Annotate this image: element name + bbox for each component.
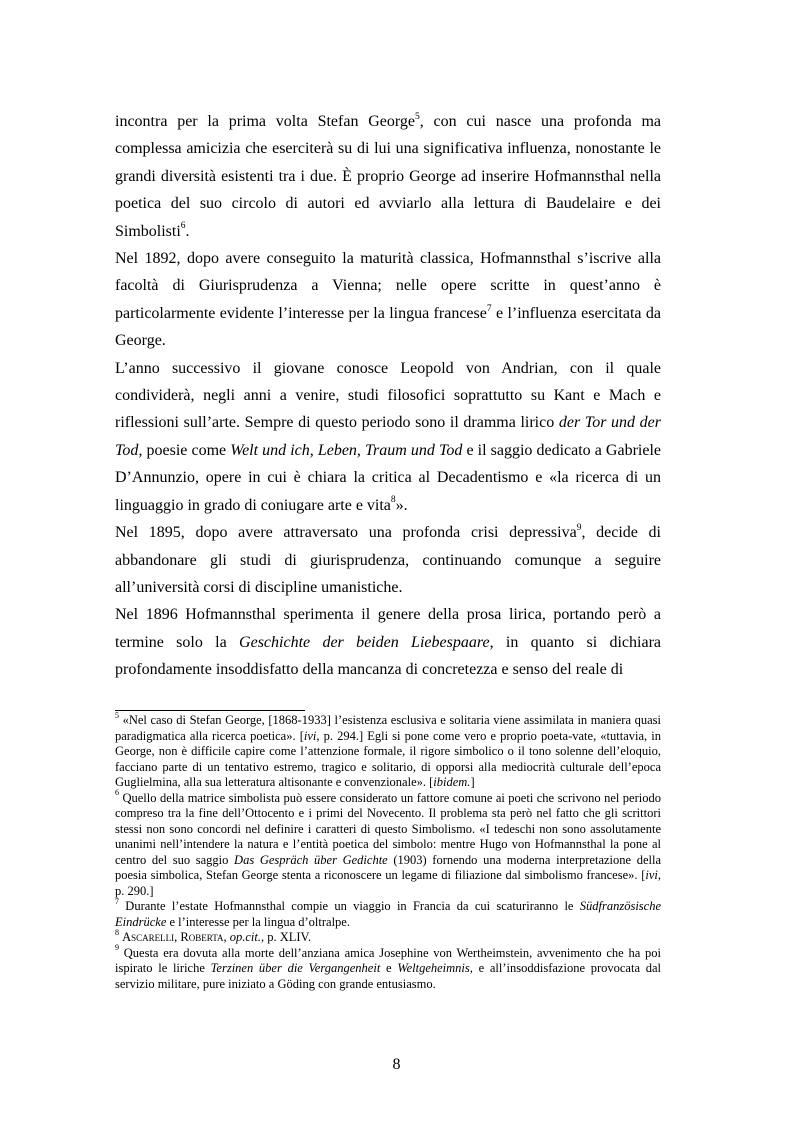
text-run: e il saggio dedicato a Gabriele D’Annunzio, opere in cui è chiara la critica al Decadentismo e «la ricerca di un linguaggio in grado di coniugare arte e vita xyxy=(115,441,662,514)
text-run: , e all’insoddisfazione provocata dal servizio militare, pure iniziato a Göding con grande entusiasmo. xyxy=(115,961,661,991)
italic-text: der Tor und der Tod xyxy=(115,414,662,459)
footnote-ref: 6 xyxy=(115,788,119,798)
author-name: Ascarelli, Roberta xyxy=(122,930,224,944)
italic-text: op.cit. xyxy=(229,930,261,944)
text-run: Durante l’estate Hofmannsthal compie un viaggio in Francia da cui scaturiranno le xyxy=(119,899,580,913)
italic-text: ivi xyxy=(303,728,317,743)
page-number: 8 xyxy=(392,1056,401,1073)
paragraph-2 xyxy=(115,245,661,355)
text-run: ] xyxy=(470,775,475,789)
italic-text: ibidem. xyxy=(433,775,471,789)
text-run: e l’influenza esercitata da George. xyxy=(115,304,661,350)
text-run: Nel 1896 Hofmannsthal sperimenta il genere della prosa lirica, portando però a termine solo la xyxy=(115,606,661,651)
text-run: , xyxy=(223,930,230,944)
paragraph-5 xyxy=(115,601,661,683)
text-run: , con cui nasce una profonda ma complessa amicizia che eserciterà su di lui una significativa influenza, nonostante le grandi diversità esistenti tra i due. È proprio George ad inserire Hofmannsthal nella poetica del suo circolo di autori ed avviarlo alla lettura di Baudelaire e dei Simbolisti xyxy=(115,113,661,240)
text-run: , p. 290.] xyxy=(115,868,661,898)
footnote-ref: 9 xyxy=(576,522,582,533)
footnote-6 xyxy=(115,788,661,900)
footnote-ref: 8 xyxy=(390,495,396,506)
footnote-ref: 7 xyxy=(486,303,492,314)
paragraph-3 xyxy=(115,355,661,519)
text-run: , poesie come xyxy=(138,441,231,459)
footnote-8 xyxy=(115,927,661,946)
text-run: e xyxy=(380,961,398,975)
footnote-separator xyxy=(115,710,305,711)
text-run: ». xyxy=(395,496,408,514)
paragraph-1 xyxy=(115,108,661,245)
text-run: Quello della matrice simbolista può essere considerato un fattore comune ai poeti che scrivono nel periodo compreso tra la fine dell’Ottocento e i primi del Novecento. Il problema sta però nel fatto che gli scrittori stessi non sono concordi nel definire i caratteri di questo Simbolismo. «I tedeschi non sono assolutamente unanimi nell’intendere la natura e l’entità poetica del simbolo: mentre Hugo von Hofmannsthal la pone al centro del suo saggio xyxy=(115,790,661,867)
italic-text: ivi xyxy=(645,868,658,882)
footnote-7 xyxy=(115,896,661,930)
text-run: Nel 1892, dopo avere conseguito la maturità classica, Hofmannsthal s’iscrive alla facoltà di Giurisprudenza a Vienna; nelle opere scritte in quest’anno è particolarmente evidente l’interesse per la lingua francese xyxy=(115,250,661,322)
footnote-ref: 5 xyxy=(115,710,119,720)
text-run: , in quanto si dichiara profondamente insoddisfatto della mancanza di concretezza e senso del reale di xyxy=(115,633,662,679)
footnote-ref: 6 xyxy=(180,221,186,232)
text-run: «Nel caso di Stefan George, [1868-1933] l’esistenza esclusiva e solitaria viene assimilata in maniera quasi paradigmatica alla ricerca poetica». [ xyxy=(115,713,661,743)
footnote-ref: 7 xyxy=(115,896,119,906)
text-run: Nel 1895, dopo avere attraversato una profonda crisi depressiva xyxy=(115,524,577,542)
text-run: , p. XLIV. xyxy=(260,930,312,944)
text-run: incontra per la prima volta Stefan George xyxy=(115,113,416,130)
footnote-5 xyxy=(115,710,661,791)
text-run: , p. 294.] Egli si pone come vero e proprio poeta-vate, «tuttavia, in George, non è difficile capire come l’attenzione formale, il rigore simbolico o il tono solenne dell’eloquio, facciano parte di un tentativo estremo, tragico e solitario, di opporsi alla mediocrità culturale dell’epoca Guglielmina, alla sua letteratura altisonante e convenzionale». [ xyxy=(115,728,661,789)
text-run: (1903) fornendo una moderna interpretazione della poesia simbolica, Stefan George stenta a riconoscere un legame di filiazione dal simbolismo francese». [ xyxy=(115,852,661,882)
footnote-9 xyxy=(115,943,661,993)
footnote-ref: 5 xyxy=(415,111,420,122)
italic-text: Weltgeheimnis xyxy=(397,961,470,975)
text-run: e l’interesse per la lingua d’oltralpe. xyxy=(166,914,350,929)
italic-text: Terzinen über die Vergangenheit xyxy=(210,961,381,975)
text-run: , decide di abbandonare gli studi di giurisprudenza, continuando comunque a seguire all’università corsi di discipline umanistiche. xyxy=(115,524,661,596)
italic-text: Das Gespräch über Gedichte xyxy=(234,852,388,867)
body-text xyxy=(115,108,661,684)
text-run: . xyxy=(185,222,190,240)
text-run: L’anno successivo il giovane conosce Leopold von Andrian, con il quale condividerà, negli anni a venire, studi filosofici soprattutto su Kant e Mach e riflessioni sull’arte. Sempre di questo periodo sono il dramma lirico xyxy=(115,359,661,432)
italic-text: Geschichte der beiden Liebespaare xyxy=(239,633,490,651)
italic-text: Welt und ich, Leben, Traum und Tod xyxy=(230,441,463,459)
footnote-ref: 9 xyxy=(115,943,119,953)
footnotes xyxy=(115,710,661,992)
italic-text: Südfranzösische Eindrücke xyxy=(115,899,661,929)
text-run: Questa era dovuta alla morte dell’anziana amica Josephine von Wertheimstein, avvenimento che ha poi ispirato le liriche xyxy=(115,945,661,975)
paragraph-4 xyxy=(115,519,661,601)
footnote-ref: 8 xyxy=(115,927,119,937)
